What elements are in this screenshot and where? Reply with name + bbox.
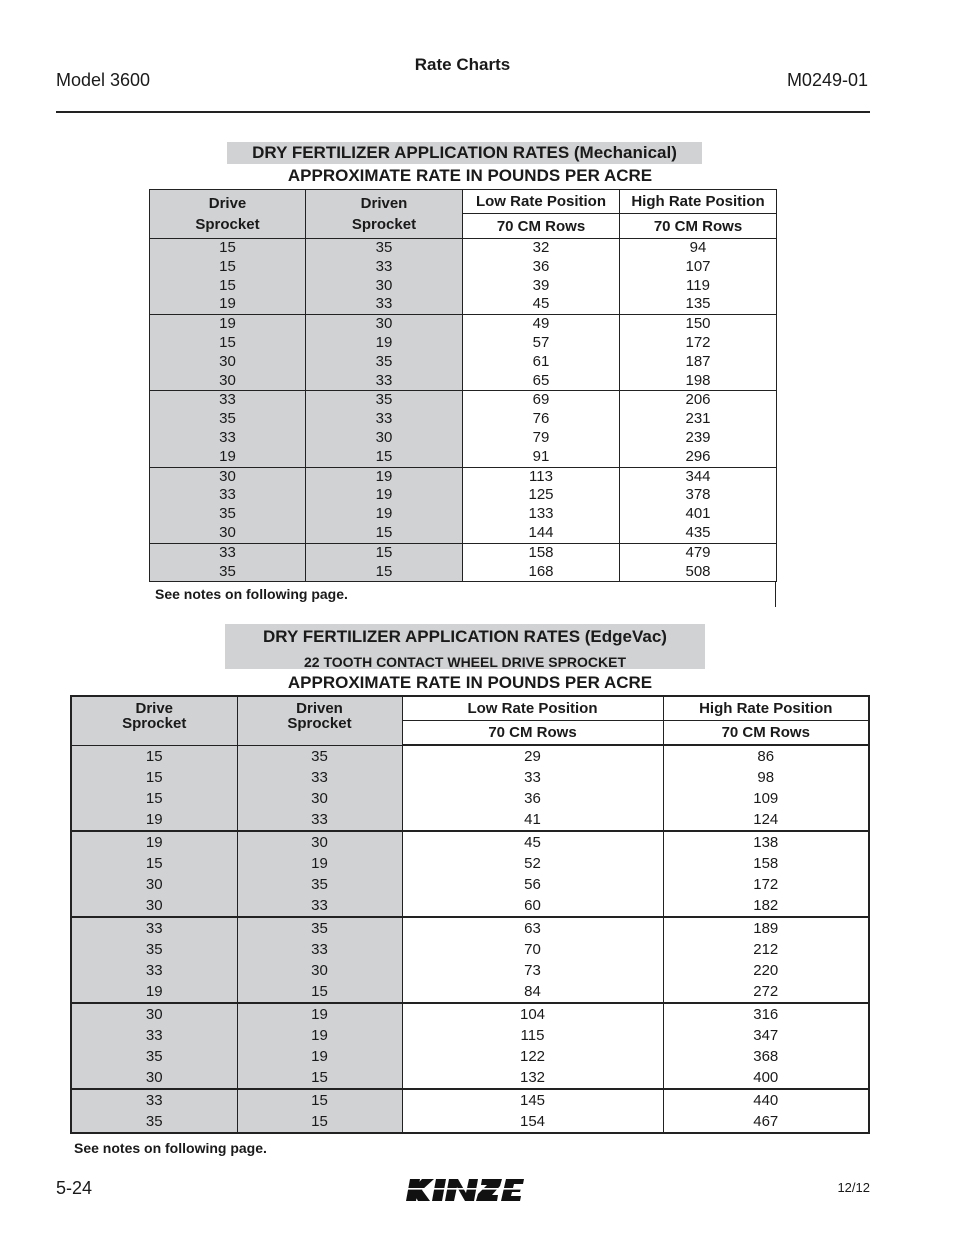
drive-value: 30	[145, 1069, 163, 1086]
low-value: 145	[519, 1092, 546, 1109]
high-value: 368	[753, 1048, 779, 1065]
driven-value: 19	[311, 1048, 328, 1065]
high-value: 86	[757, 748, 775, 765]
high-rate-header: High Rate Position	[620, 190, 777, 214]
driven-value: 19	[311, 1006, 328, 1023]
high-value: 206	[685, 391, 711, 409]
driven-values	[237, 831, 402, 917]
low-value: 45	[524, 834, 541, 851]
drive-value: 15	[219, 333, 236, 351]
high-value: 272	[753, 983, 779, 1000]
high-value: 400	[753, 1069, 779, 1086]
driven-value: 35	[375, 352, 393, 370]
page-number: 5-24	[56, 1178, 93, 1198]
driven-value: 33	[311, 897, 328, 914]
high-value: 440	[753, 1092, 779, 1109]
drive-value: 35	[219, 562, 236, 580]
low-rate-header: Low Rate Position	[402, 696, 663, 720]
low-value: 115	[520, 1027, 545, 1044]
driven-value: 33	[311, 941, 328, 958]
high-values	[663, 1089, 869, 1133]
high-value: 135	[685, 295, 711, 313]
low-value: 133	[528, 505, 554, 523]
drive-value: 30	[219, 371, 236, 389]
driven-value: 15	[375, 562, 393, 580]
high-values	[663, 831, 869, 917]
row-group	[71, 1003, 869, 1089]
document-number: M0249-01	[786, 70, 868, 90]
low-values	[402, 1089, 663, 1133]
low-value: 91	[532, 447, 550, 465]
driven-value: 35	[311, 920, 328, 937]
driven-value: 30	[375, 428, 393, 446]
driven-values	[306, 391, 463, 467]
header-text: Driven	[360, 195, 408, 212]
drive-value: 33	[219, 486, 236, 504]
drive-value: 15	[145, 789, 163, 807]
drive-value: 15	[219, 276, 236, 294]
high-rate-header: High Rate Position	[663, 696, 869, 720]
high-value: 435	[685, 523, 711, 541]
high-rate-subheader: 70 CM Rows	[620, 214, 777, 239]
drive-value: 35	[145, 1048, 163, 1065]
high-rate-subheader: 70 CM Rows	[663, 720, 869, 745]
high-values	[620, 467, 777, 543]
high-value: 239	[685, 428, 711, 446]
drive-value: 33	[219, 428, 236, 446]
drive-values	[71, 1089, 237, 1133]
drive-value: 19	[219, 447, 236, 465]
mechanical-table-note: See notes on following page.	[155, 586, 348, 602]
drive-values	[71, 831, 237, 917]
row-group	[71, 831, 869, 917]
driven-values	[237, 917, 402, 1003]
driven-value: 35	[375, 239, 393, 256]
driven-sprocket-header	[237, 696, 402, 745]
section-title: Rate Charts	[414, 55, 511, 74]
high-value: 401	[685, 505, 711, 523]
low-value: 33	[524, 769, 541, 786]
high-values	[620, 315, 777, 391]
driven-value: 30	[311, 789, 328, 807]
driven-values	[306, 315, 463, 391]
drive-value: 30	[145, 1006, 163, 1023]
high-value: 344	[685, 467, 711, 485]
driven-value: 35	[375, 391, 393, 409]
high-values	[663, 917, 869, 1003]
driven-value: 33	[375, 410, 393, 428]
header-text: Sprocket	[122, 715, 187, 732]
high-values	[620, 543, 777, 582]
drive-value: 19	[219, 315, 236, 333]
drive-value: 33	[145, 1027, 163, 1044]
edgevac-table-note: See notes on following page.	[74, 1140, 267, 1156]
header-text: Sprocket	[287, 715, 352, 732]
low-value: 32	[532, 239, 550, 256]
header-divider	[56, 111, 870, 113]
driven-value: 15	[375, 543, 393, 561]
low-value: 49	[532, 315, 550, 333]
low-value: 113	[529, 467, 553, 485]
low-values	[463, 391, 620, 467]
drive-values	[150, 315, 306, 391]
low-values	[463, 543, 620, 582]
high-value: 508	[685, 562, 711, 580]
high-value: 124	[753, 811, 779, 828]
row-group	[150, 543, 777, 582]
drive-values	[150, 543, 306, 582]
low-value: 76	[532, 410, 550, 428]
low-value: 63	[524, 920, 541, 937]
high-value: 172	[753, 876, 779, 893]
low-value: 125	[528, 486, 554, 504]
high-value: 296	[685, 447, 711, 465]
high-value: 467	[753, 1113, 779, 1130]
high-value: 231	[685, 410, 711, 428]
driven-value: 15	[311, 1069, 328, 1086]
low-values	[402, 745, 663, 831]
high-value: 198	[685, 371, 711, 389]
driven-values	[237, 1089, 402, 1133]
low-rate-subheader: 70 CM Rows	[463, 214, 620, 239]
driven-value: 30	[375, 315, 393, 333]
low-value: 158	[528, 543, 554, 561]
driven-value: 30	[311, 834, 328, 851]
low-value: 56	[524, 876, 541, 893]
low-values	[463, 467, 620, 543]
high-value: 158	[753, 855, 779, 872]
low-value: 41	[524, 811, 541, 828]
driven-value: 30	[311, 962, 328, 979]
drive-value: 30	[219, 467, 236, 485]
driven-value: 33	[375, 371, 393, 389]
high-value: 119	[686, 276, 710, 294]
low-value: 60	[524, 897, 541, 914]
drive-value: 33	[145, 962, 163, 979]
drive-value: 33	[219, 391, 236, 409]
driven-value: 15	[311, 1092, 328, 1109]
low-value: 73	[524, 962, 541, 979]
driven-value: 33	[375, 257, 393, 275]
high-value: 189	[753, 920, 779, 937]
high-value: 479	[685, 543, 711, 561]
driven-value: 15	[311, 1113, 328, 1130]
low-value: 168	[528, 562, 554, 580]
low-values	[402, 1003, 663, 1089]
driven-value: 19	[311, 855, 328, 872]
edgevac-title-sub: 22 TOOTH CONTACT WHEEL DRIVE SPROCKET	[303, 654, 627, 670]
low-value: 122	[519, 1048, 546, 1065]
header-text: Sprocket	[351, 216, 417, 233]
driven-value: 19	[375, 486, 393, 504]
high-value: 107	[685, 257, 711, 275]
drive-value: 15	[145, 747, 163, 765]
high-value: 150	[685, 315, 711, 333]
drive-value: 30	[219, 523, 236, 541]
mechanical-table-title: DRY FERTILIZER APPLICATION RATES (Mechanical)	[227, 142, 702, 164]
drive-value: 15	[145, 855, 163, 872]
model-label: Model 3600	[56, 70, 151, 90]
drive-value: 15	[145, 768, 163, 786]
row-group	[71, 1089, 869, 1133]
drive-values	[150, 391, 306, 467]
driven-value: 33	[311, 768, 328, 786]
mechanical-table-subtitle: APPROXIMATE RATE IN POUNDS PER ACRE	[287, 166, 653, 185]
drive-values	[71, 1003, 237, 1089]
drive-value: 30	[145, 876, 163, 893]
driven-values	[237, 745, 402, 831]
high-values	[620, 391, 777, 467]
drive-value: 30	[145, 897, 163, 914]
driven-value: 19	[311, 1027, 328, 1044]
driven-value: 30	[375, 276, 393, 294]
low-value: 69	[532, 391, 550, 409]
low-value: 132	[519, 1069, 546, 1086]
drive-value: 19	[145, 834, 163, 851]
high-values	[620, 239, 777, 315]
drive-value: 33	[219, 543, 236, 561]
high-value: 98	[757, 769, 775, 786]
kinze-logo	[402, 1175, 526, 1205]
low-value: 144	[528, 523, 554, 541]
high-value: 220	[753, 962, 779, 979]
header-text: Drive	[208, 195, 247, 212]
high-value: 182	[753, 897, 779, 914]
drive-values	[150, 239, 306, 315]
drive-value: 33	[145, 1092, 163, 1109]
drive-value: 19	[145, 983, 163, 1000]
high-values	[663, 1003, 869, 1089]
drive-value: 19	[219, 295, 236, 313]
low-rate-subheader: 70 CM Rows	[402, 720, 663, 745]
edgevac-rate-table	[70, 695, 870, 1134]
low-value: 45	[532, 295, 550, 313]
high-value: 187	[685, 352, 711, 370]
header-text: Sprocket	[195, 216, 260, 233]
driven-value: 15	[375, 523, 393, 541]
driven-values	[237, 1003, 402, 1089]
low-value: 154	[519, 1113, 546, 1130]
low-value: 52	[524, 855, 541, 872]
low-values	[463, 315, 620, 391]
note-border	[775, 582, 776, 607]
drive-value: 35	[219, 410, 236, 428]
drive-value: 35	[145, 1113, 163, 1130]
high-value: 347	[753, 1027, 779, 1044]
row-group	[150, 315, 777, 391]
low-values	[402, 917, 663, 1003]
high-value: 212	[753, 941, 779, 958]
drive-sprocket-header	[150, 190, 306, 239]
high-value: 378	[685, 486, 711, 504]
drive-value: 15	[219, 239, 236, 256]
high-value: 172	[685, 333, 711, 351]
drive-values	[71, 745, 237, 831]
low-value: 36	[532, 257, 550, 275]
low-values	[402, 831, 663, 917]
low-value: 29	[524, 748, 541, 765]
low-value: 36	[524, 790, 541, 807]
driven-value: 33	[375, 295, 393, 313]
low-value: 61	[532, 352, 550, 370]
drive-value: 35	[145, 941, 163, 958]
drive-sprocket-header	[71, 696, 237, 745]
low-value: 70	[524, 941, 541, 958]
driven-sprocket-header	[306, 190, 463, 239]
low-value: 65	[532, 371, 550, 389]
low-value: 39	[532, 276, 550, 294]
edgevac-table-title: DRY FERTILIZER APPLICATION RATES (EdgeVac)	[263, 627, 667, 646]
low-rate-header: Low Rate Position	[463, 190, 620, 214]
driven-value: 15	[311, 983, 328, 1000]
high-value: 316	[753, 1006, 779, 1023]
high-value: 94	[689, 239, 707, 256]
low-value: 104	[519, 1006, 546, 1023]
drive-value: 19	[145, 810, 163, 828]
low-value: 84	[524, 983, 541, 1000]
driven-value: 35	[311, 747, 328, 765]
row-group	[150, 239, 777, 315]
driven-values	[306, 467, 463, 543]
row-group	[71, 917, 869, 1003]
driven-values	[306, 543, 463, 582]
drive-values	[71, 917, 237, 1003]
low-values	[463, 239, 620, 315]
driven-values	[306, 239, 463, 315]
header-text: Drive	[135, 700, 174, 717]
row-group	[150, 391, 777, 467]
high-values	[663, 745, 869, 831]
drive-value: 33	[145, 920, 163, 937]
low-value: 57	[532, 333, 550, 351]
edgevac-table-subtitle: APPROXIMATE RATE IN POUNDS PER ACRE	[287, 673, 653, 692]
driven-value: 15	[375, 447, 393, 465]
drive-values	[150, 467, 306, 543]
row-group	[71, 745, 869, 831]
mechanical-rate-table	[149, 189, 777, 582]
drive-value: 15	[219, 257, 236, 275]
row-group	[150, 467, 777, 543]
drive-value: 30	[219, 352, 236, 370]
header-text: Driven	[296, 700, 343, 717]
high-value: 138	[753, 834, 779, 851]
low-value: 79	[532, 428, 550, 446]
driven-value: 19	[375, 333, 393, 351]
high-value: 109	[753, 790, 779, 807]
driven-value: 35	[311, 876, 328, 893]
revision-date: 12/12	[837, 1180, 870, 1195]
driven-value: 19	[375, 505, 393, 523]
driven-value: 33	[311, 810, 328, 828]
driven-value: 19	[375, 467, 393, 485]
drive-value: 35	[219, 505, 236, 523]
